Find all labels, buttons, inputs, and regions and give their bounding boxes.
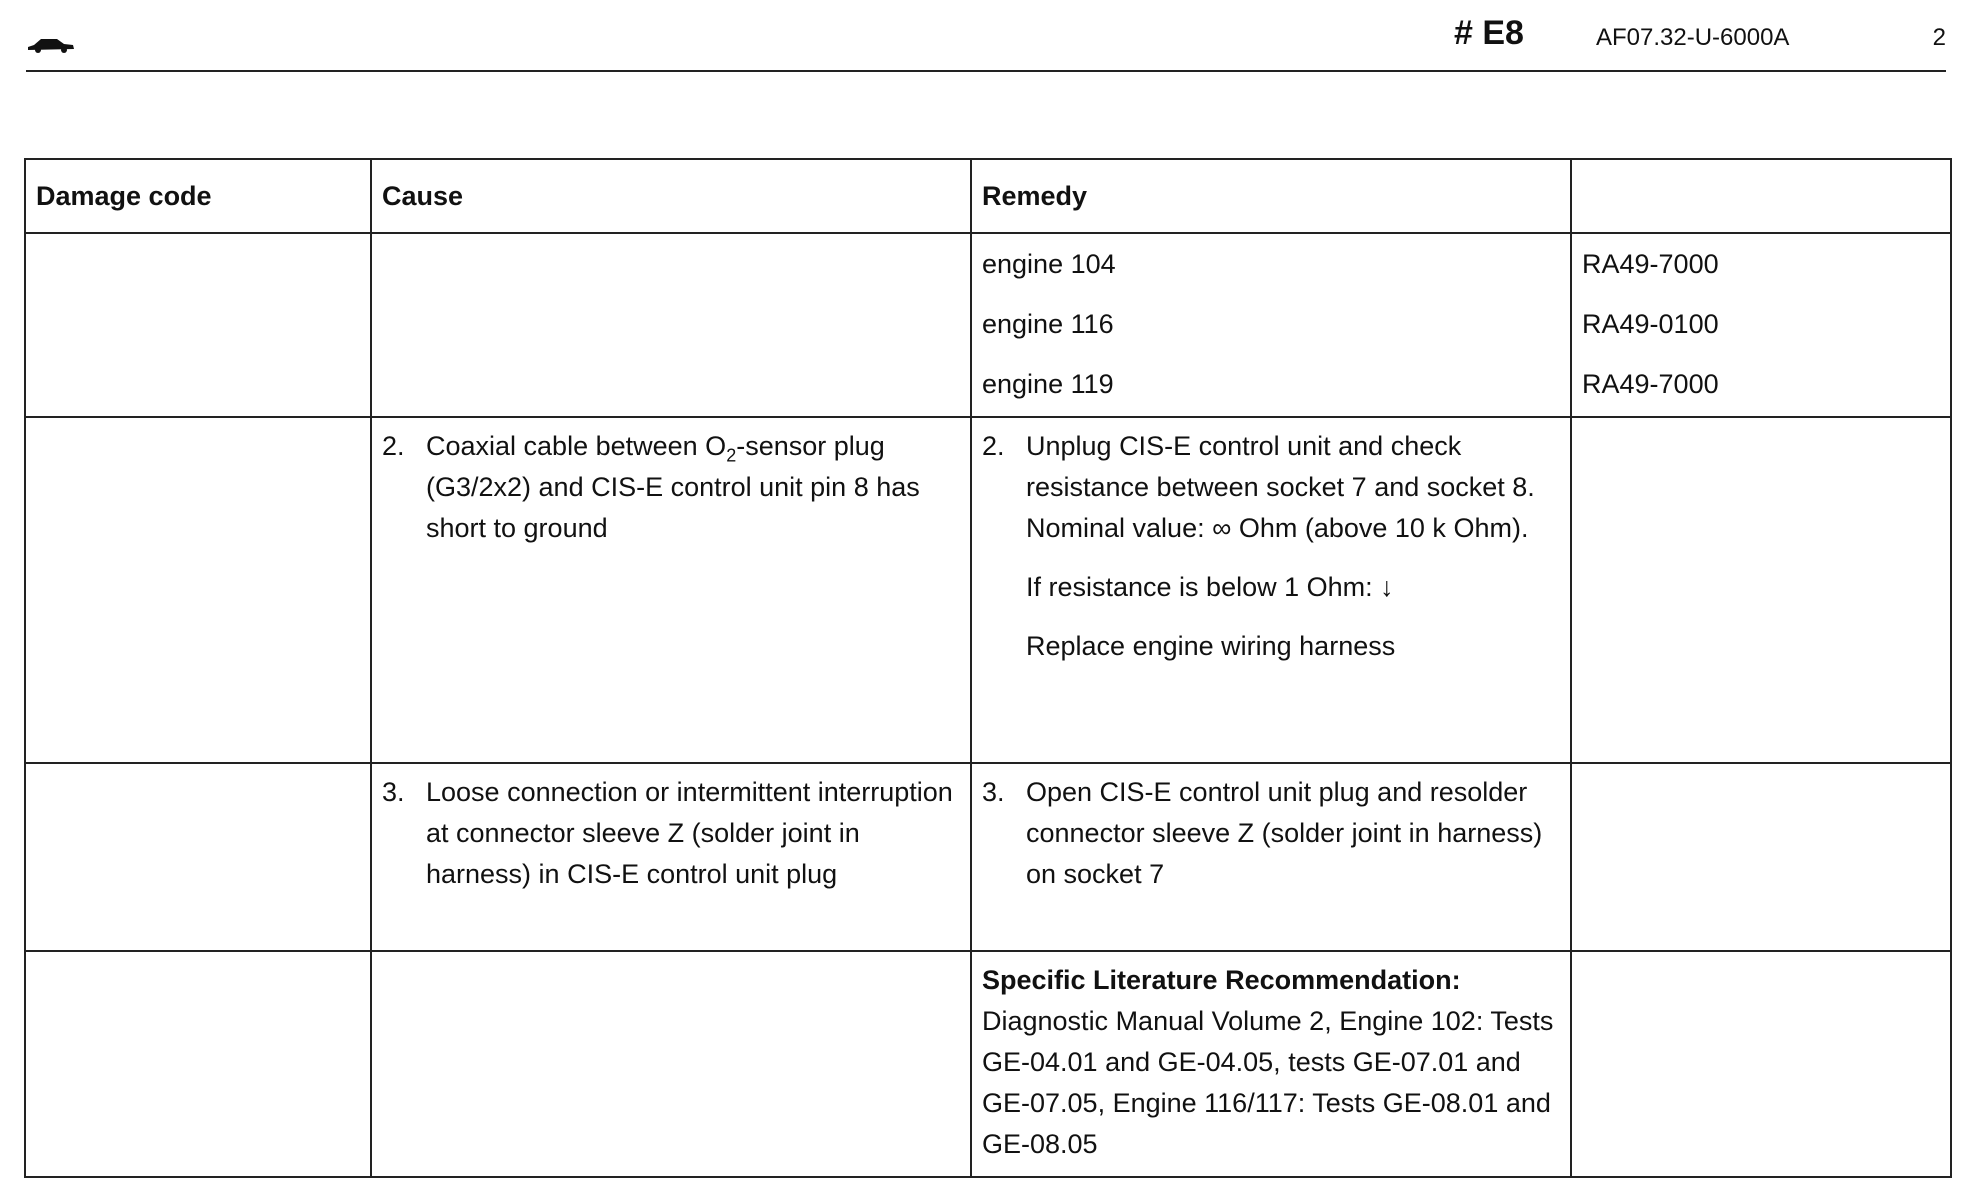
item-number: 3. bbox=[382, 777, 405, 807]
header-reference bbox=[1571, 159, 1951, 233]
cause-cell bbox=[371, 417, 971, 763]
reference-cell bbox=[1571, 233, 1951, 417]
table-row bbox=[25, 233, 1951, 417]
table-row bbox=[25, 763, 1951, 951]
document-number: AF07.32-U-6000A bbox=[1596, 24, 1790, 51]
arrow-down-icon: ↓ bbox=[1380, 572, 1394, 602]
item-number: 2. bbox=[982, 431, 1005, 461]
cause-cell bbox=[371, 233, 971, 417]
remedy-cell bbox=[971, 417, 1571, 763]
diagnosis-table bbox=[24, 158, 1952, 1178]
literature-title: Specific Literature Recommendation: bbox=[982, 965, 1461, 995]
reference-code: RA49-7000 bbox=[1582, 369, 1719, 399]
item-number: 2. bbox=[382, 431, 405, 461]
reference-code: RA49-7000 bbox=[1582, 249, 1719, 279]
damage-code-title: # E8 bbox=[1454, 14, 1524, 52]
header-remedy: Remedy bbox=[971, 159, 1571, 233]
remedy-cell bbox=[971, 763, 1571, 951]
reference-code: RA49-0100 bbox=[1582, 309, 1719, 339]
reference-cell bbox=[1571, 951, 1951, 1177]
engine-label: engine 116 bbox=[982, 309, 1114, 339]
remedy-text: Unplug CIS-E control unit and check resistance between socket 7 and socket 8. bbox=[1026, 431, 1535, 502]
engine-label: engine 119 bbox=[982, 369, 1114, 399]
car-icon bbox=[26, 34, 76, 54]
remedy-action: Replace engine wiring harness bbox=[1026, 631, 1396, 661]
remedy-cell bbox=[971, 233, 1571, 417]
damage-code-cell bbox=[25, 951, 371, 1177]
remedy-cell bbox=[971, 951, 1571, 1177]
damage-code-cell bbox=[25, 763, 371, 951]
damage-code-cell bbox=[25, 233, 371, 417]
cause-text: Coaxial cable between $O_2$-sensor plug (G3/2x2) and CIS-E control unit pin 8 has short to ground bbox=[426, 431, 920, 543]
table-row bbox=[25, 951, 1951, 1177]
damage-code-cell bbox=[25, 417, 371, 763]
table-header-row bbox=[25, 159, 1951, 233]
item-number: 3. bbox=[982, 777, 1005, 807]
cause-text: Loose connection or intermittent interruption at connector sleeve Z (solder joint in harness) in CIS-E control unit plug bbox=[426, 777, 953, 889]
engine-label: engine 104 bbox=[982, 249, 1116, 279]
resistance-condition: If resistance is below 1 Ohm: ↓ bbox=[982, 567, 1560, 608]
nominal-value: Nominal value: ∞ Ohm (above 10 k Ohm). bbox=[1026, 513, 1529, 543]
page-header bbox=[26, 0, 1950, 72]
header-divider bbox=[26, 70, 1946, 72]
page-number: 2 bbox=[1932, 24, 1946, 51]
header-damage-code: Damage code bbox=[25, 159, 371, 233]
literature-text: Diagnostic Manual Volume 2, Engine 102: Tests GE-04.01 and GE-04.05, tests GE-07.01 and GE-07.05, Engine 116/117: Tests GE-08.01 and GE-08.05 bbox=[982, 1006, 1554, 1159]
reference-cell bbox=[1571, 763, 1951, 951]
remedy-text: Open CIS-E control unit plug and resolder connector sleeve Z (solder joint in harness) on socket 7 bbox=[1026, 777, 1543, 889]
cause-cell bbox=[371, 951, 971, 1177]
reference-cell bbox=[1571, 417, 1951, 763]
cause-cell bbox=[371, 763, 971, 951]
header-cause: Cause bbox=[371, 159, 971, 233]
table-row bbox=[25, 417, 1951, 763]
